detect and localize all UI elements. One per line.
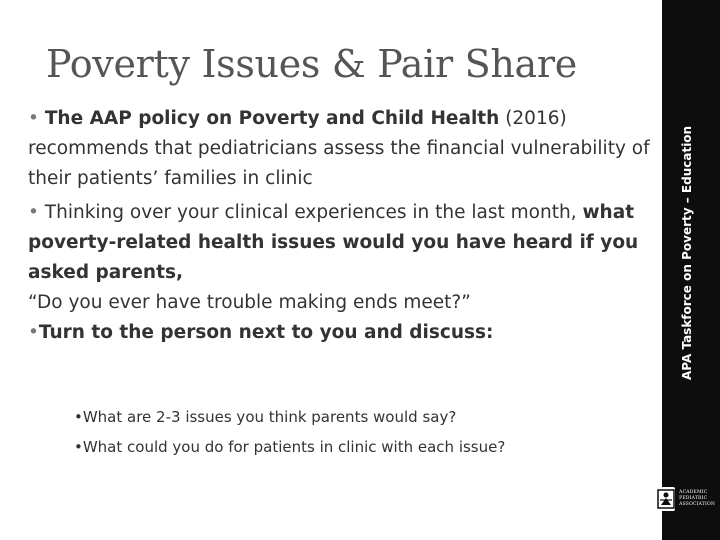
logo-line-3: ASSOCIATION	[679, 501, 715, 507]
logo-line-2: PEDIATRIC	[679, 496, 708, 502]
apa-logo	[657, 478, 715, 520]
slide-body	[28, 104, 658, 348]
bullet-3-bold: Turn to the person next to you and discuss:	[38, 321, 494, 343]
logo-line-1: ACADEMIC	[679, 490, 708, 496]
bullet-2-text: Thinking over your clinical experiences in the last month,	[38, 201, 583, 223]
sub-bullets	[74, 402, 654, 462]
bullet-1-text: (2016) recommends that pediatricians assess the financial vulnerability of their patients’ families in clinic	[28, 108, 650, 189]
bullet-2-quote: “Do you ever have trouble making ends meet?”	[28, 291, 471, 313]
bullet-2-marker: •	[28, 201, 39, 223]
bullet-3-marker: •	[28, 321, 39, 343]
apa-logo-icon	[657, 487, 675, 511]
apa-emblem-icon	[657, 489, 675, 509]
slide-title: Poverty Issues & Pair Share	[46, 42, 577, 86]
bullet-1-bold: The AAP policy on Poverty and Child Health	[44, 108, 500, 129]
apa-logo-text	[679, 490, 715, 508]
bullet-1	[28, 104, 658, 194]
sub-bullet-2: •What could you do for patients in clinic with each issue?	[74, 438, 506, 456]
sidebar-vertical-text: APA Taskforce on Poverty – Education	[680, 125, 694, 380]
bullet-3	[28, 318, 658, 348]
bullet-2-bold: what poverty-related health issues would you have heard if you asked parents,	[28, 201, 639, 283]
bullet-1-marker: •	[28, 108, 39, 129]
sub-bullet-1: •What are 2-3 issues you think parents would say?	[74, 408, 457, 426]
bullet-2	[28, 198, 658, 318]
